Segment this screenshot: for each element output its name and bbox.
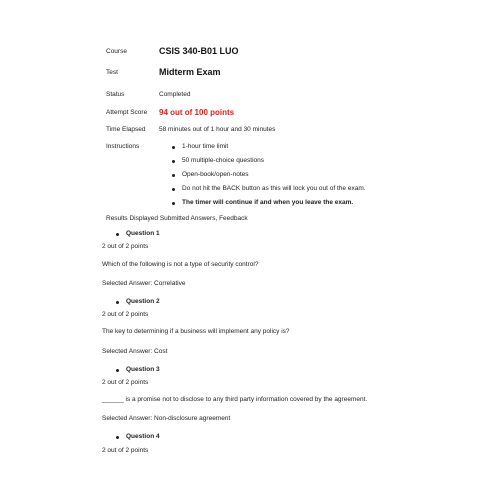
score-value: 94 out of 100 points	[159, 108, 235, 117]
instructions-label: Instructions	[106, 143, 140, 150]
bullet-icon	[172, 160, 175, 163]
question-prompt: Which of the following is not a type of security control?	[102, 261, 259, 268]
status-label: Status	[106, 91, 125, 98]
status-value: Completed	[159, 91, 191, 98]
results-displayed: Results Displayed Submitted Answers, Feedback	[106, 215, 248, 222]
score-label: Attempt Score	[106, 109, 148, 116]
course-value: CSIS 340-B01 LUO	[159, 46, 239, 56]
selected-answer: Selected Answer: Non-disclosure agreement	[102, 415, 231, 422]
question-points: 2 out of 2 points	[102, 447, 149, 454]
bullet-icon	[116, 369, 119, 372]
bullet-icon	[172, 188, 175, 191]
course-label: Course	[106, 48, 127, 55]
test-label: Test	[106, 69, 118, 76]
selected-answer: Selected Answer: Correlative	[102, 280, 186, 287]
bullet-icon	[172, 146, 175, 149]
question-title: Question 4	[126, 433, 160, 440]
test-value: Midterm Exam	[159, 67, 221, 77]
question-title: Question 3	[126, 366, 160, 373]
question-prompt: ______ is a promise not to disclose to any third party information covered by the agreement.	[102, 396, 368, 403]
question-points: 2 out of 2 points	[102, 311, 149, 318]
bullet-icon	[172, 174, 175, 177]
question-title: Question 2	[126, 298, 160, 305]
question-points: 2 out of 2 points	[102, 379, 149, 386]
instruction-item: The timer will continue if and when you leave the exam.	[182, 199, 354, 206]
instruction-item: Do not hit the BACK button as this will lock you out of the exam.	[182, 185, 366, 192]
bullet-icon	[116, 301, 119, 304]
instruction-item: Open-book/open-notes	[182, 171, 249, 178]
question-title: Question 1	[126, 230, 160, 237]
bullet-icon	[116, 233, 119, 236]
time-elapsed-value: 58 minutes out of 1 hour and 30 minutes	[159, 126, 276, 133]
bullet-icon	[172, 202, 175, 205]
question-prompt: The key to determining if a business will implement any policy is?	[102, 328, 290, 335]
instruction-item: 50 multiple-choice questions	[182, 157, 265, 164]
instruction-item: 1-hour time limit	[182, 143, 229, 150]
bullet-icon	[116, 436, 119, 439]
selected-answer: Selected Answer: Cost	[102, 348, 168, 355]
time-elapsed-label: Time Elapsed	[106, 126, 146, 133]
question-points: 2 out of 2 points	[102, 243, 149, 250]
